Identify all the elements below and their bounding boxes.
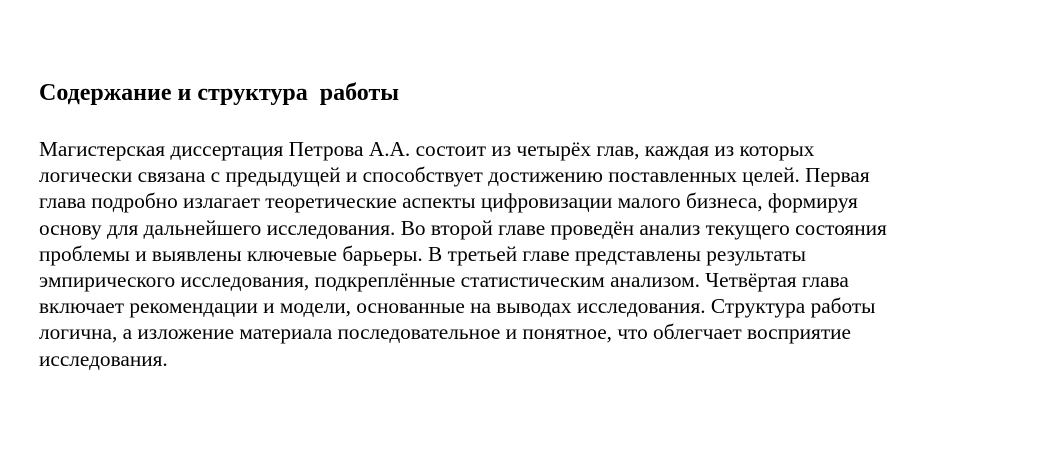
paragraph-line: эмпирического исследования, подкреплённые статистическим анализом. Четвёртая глава [39,268,849,293]
paragraph-line: логична, а изложение материала последовательное и понятное, что облегчает восприятие [39,320,851,345]
section-heading: Содержание и структура работы [39,80,399,106]
paragraph-line: исследования. [39,346,168,371]
paragraph-line: Магистерская диссертация Петрова А.А. состоит из четырёх глав, каждая из которых [39,137,815,161]
paragraph-line: основу для дальнейшего исследования. Во второй главе проведён анализ текущего состояния [39,215,887,240]
paragraph-line: логически связана с предыдущей и способствует достижению поставленных целей. Первая [39,163,870,188]
paragraph-line: проблемы и выявлены ключевые барьеры. В третьей главе представлены результаты [39,241,806,266]
paragraph-line: глава подробно излагает теоретические аспекты цифровизации малого бизнеса, формируя [39,189,858,214]
body-paragraph [39,136,887,372]
paragraph-line: включает рекомендации и модели, основанные на выводах исследования. Структура работы [39,294,876,319]
